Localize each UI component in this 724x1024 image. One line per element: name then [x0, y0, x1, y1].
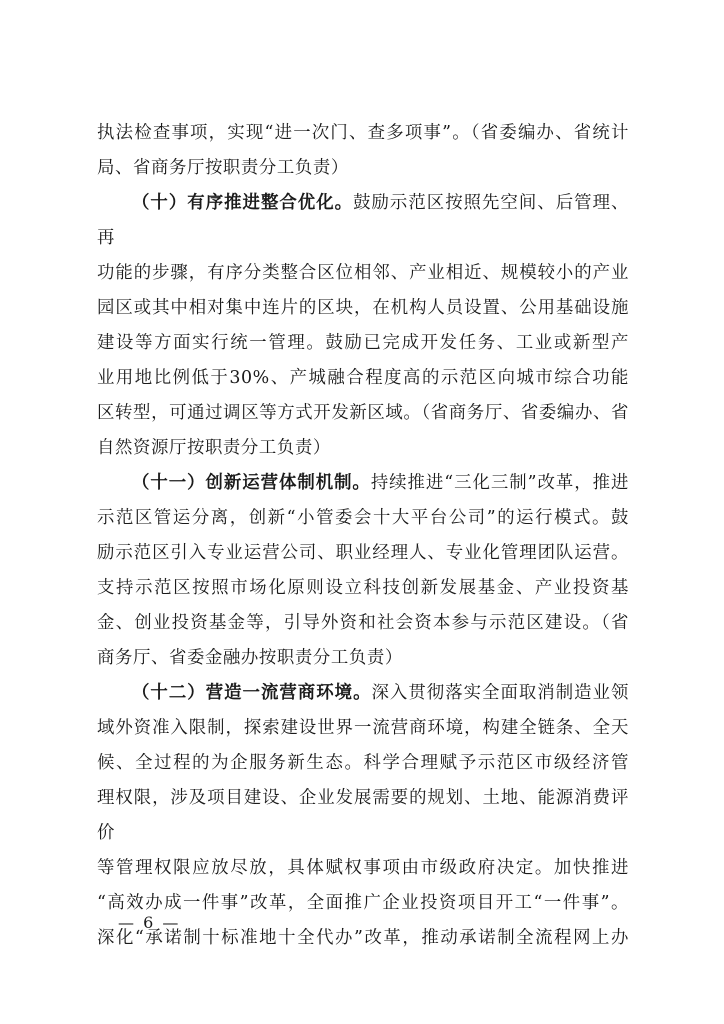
line: 理权限，涉及项目建设、企业发展需要的规划、土地、能源消费评价 [97, 788, 629, 843]
paragraph-line [97, 571, 629, 606]
section-heading: （十）有序推进整合优化。 [132, 193, 354, 213]
page-number: — 6 — [118, 913, 181, 932]
paragraph-section-10 [97, 186, 629, 256]
line: 业用地比例低于30%、产城融合程度高的示范区向城市综合功能 [97, 368, 629, 388]
paragraph-section-12 [97, 676, 629, 711]
line: 执法检查事项，实现“进一次门、查多项事”。（省委编办、省统计 [97, 123, 629, 143]
line: 示范区管运分离，创新“小管委会十大平台公司”的运行模式。鼓 [97, 508, 629, 528]
line: 园区或其中相对集中连片的区块，在机构人员设置、公用基础设施 [97, 298, 629, 318]
paragraph-line [97, 326, 629, 361]
line: 金、创业投资基金等，引导外资和社会资本参与示范区建设。（省 [97, 613, 629, 633]
line: 区转型，可通过调区等方式开发新区域。（省商务厅、省委编办、省 [97, 403, 629, 423]
paragraph-continuation-end [97, 151, 629, 186]
document-body [97, 116, 629, 956]
line: 鼓励示范区按照先空间、后管理、再 [97, 193, 629, 248]
section-heading: （十一）创新运营体制机制。 [132, 473, 371, 493]
line: 自然资源厅按职责分工负责） [97, 438, 331, 458]
line: 商务厅、省委金融办按职责分工负责） [97, 648, 403, 668]
line: 持续推进“三化三制”改革，推进 [370, 473, 629, 493]
line: 励示范区引入专业运营公司、职业经理人、专业化管理团队运营。 [97, 543, 629, 563]
paragraph-section-11 [97, 466, 629, 501]
paragraph-line [97, 291, 629, 326]
paragraph-line [97, 431, 629, 466]
line: 深入贯彻落实全面取消制造业领 [371, 683, 629, 703]
paragraph-line [97, 536, 629, 571]
line: “高效办成一件事”改革，全面推广企业投资项目开工“一件事”。 [97, 893, 629, 913]
paragraph-line [97, 851, 629, 886]
paragraph-line [97, 501, 629, 536]
paragraph-line [97, 256, 629, 291]
paragraph-line [97, 396, 629, 431]
paragraph-line [97, 711, 629, 746]
line: 域外资准入限制，探索建设世界一流营商环境，构建全链条、全天 [97, 718, 629, 738]
line: 功能的步骤，有序分类整合区位相邻、产业相近、规模较小的产业 [97, 263, 629, 283]
line: 支持示范区按照市场化原则设立科技创新发展基金、产业投资基 [97, 578, 629, 598]
line: 建设等方面实行统一管理。鼓励已完成开发任务、工业或新型产 [97, 333, 629, 353]
paragraph-line [97, 606, 629, 641]
paragraph-line [97, 361, 629, 396]
paragraph-line [97, 746, 629, 781]
line: 候、全过程的为企服务新生态。科学合理赋予示范区市级经济管 [97, 753, 629, 773]
paragraph-line [97, 641, 629, 676]
paragraph-continuation [97, 116, 629, 151]
line: 局、省商务厅按职责分工负责） [97, 158, 349, 178]
line: 深化“承诺制十标准地十全代办”改革，推动承诺制全流程网上办 [97, 928, 629, 948]
paragraph-line [97, 781, 629, 851]
line: 等管理权限应放尽放，具体赋权事项由市级政府决定。加快推进 [97, 858, 629, 878]
section-heading: （十二）营造一流营商环境。 [132, 683, 372, 703]
